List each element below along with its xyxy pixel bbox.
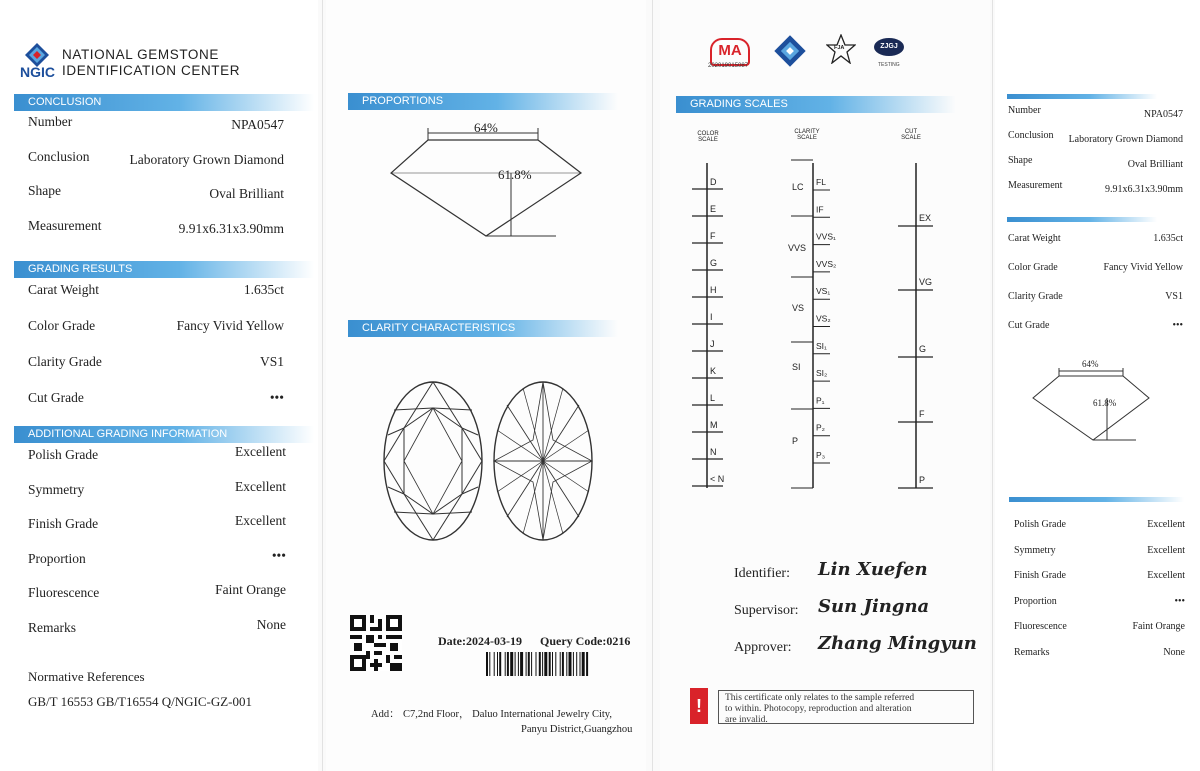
zjgj-mark: ZJGJ (874, 38, 904, 56)
row-value: Excellent (1147, 519, 1185, 530)
signature-name: Lin Xuefen (818, 559, 928, 580)
address-line1: C7,2nd Floor， Daluo International Jewelry City, (403, 709, 612, 720)
row-value: Excellent (235, 444, 286, 459)
color-grade-label: M (710, 420, 718, 430)
row-value: Excellent (1147, 570, 1185, 581)
normative-refs: GB/T 16553 GB/T16554 Q/NGIC-GZ-001 (28, 694, 253, 709)
row-label: Finish Grade (1014, 570, 1066, 581)
clarity-grade-label: VS₁ (816, 286, 831, 297)
oval-crown-plot-icon (382, 380, 484, 542)
row-value: Faint Orange (215, 582, 286, 597)
row-label: Symmetry (1014, 544, 1056, 556)
clarity-grade-label: VS₂ (816, 313, 831, 324)
row-value: Excellent (235, 513, 286, 528)
row-label: Number (1008, 105, 1041, 116)
row-label: Carat Weight (1008, 233, 1061, 244)
ngic-acronym: NGIC (20, 64, 55, 80)
row-label: Fluorescence (28, 585, 100, 600)
row-value: None (256, 616, 286, 632)
cma-number: 202019015087 (708, 63, 749, 69)
grading-scales-heading: GRADING SCALES (676, 96, 956, 113)
row-label: Carat Weight (28, 282, 100, 297)
row-value: Fancy Vivid Yellow (176, 318, 284, 333)
query-code: Query Code:0216 (540, 634, 631, 648)
signature-name: Zhang Mingyun (818, 633, 977, 654)
row-label: Polish Grade (1014, 519, 1066, 530)
signature-name: Sun Jingna (818, 596, 930, 617)
row-label: Shape (1008, 155, 1033, 166)
signature-role: Identifier: (734, 566, 790, 581)
middle-left-panel (326, 0, 646, 771)
clarity-grade-label: VVS₁ (816, 231, 836, 242)
color-grade-label: D (710, 177, 717, 187)
notice-line2: to within. Photocopy, reproduction and alteration (725, 704, 912, 714)
clarity-grade-label: FL (816, 177, 826, 187)
clarity-grade-label: IF (816, 204, 824, 215)
clarity-grade-label: SI₁ (816, 340, 827, 351)
color-grade-label: L (710, 393, 716, 403)
row-label: Conclusion (1008, 130, 1054, 141)
clarity-scale-title: CLARITY SCALE (794, 129, 820, 141)
row-label: Remarks (28, 619, 76, 635)
row-value: Oval Brilliant (1127, 159, 1183, 170)
row-value: NPA0547 (1143, 109, 1183, 120)
row-label: Conclusion (28, 148, 90, 164)
org-name-line1: NATIONAL GEMSTONE (62, 47, 219, 62)
color-grade-label: J (710, 339, 715, 349)
signature-role: Supervisor: (734, 603, 799, 618)
clarity-group-label: VS (792, 303, 805, 313)
summary-divider-3 (1009, 497, 1184, 502)
row-value: ••• (1174, 595, 1185, 607)
color-grade-label: < N (710, 474, 725, 484)
row-value: Faint Orange (1132, 621, 1185, 632)
cut-grade-label: EX (919, 213, 932, 223)
row-label: Cut Grade (28, 390, 84, 405)
summary-divider-2 (1007, 217, 1157, 222)
row-value: Excellent (235, 478, 286, 494)
conclusion-heading: CONCLUSION (14, 94, 314, 111)
depth-percentage: 61.8% (498, 167, 532, 182)
summary-panel (995, 0, 1200, 771)
row-label: Color Grade (28, 318, 96, 333)
notice-line1: This certificate only relates to the sample referred (725, 693, 915, 703)
proportions-heading: PROPORTIONS (348, 93, 618, 110)
row-value: Oval Brilliant (209, 186, 284, 201)
signature-role: Approver: (734, 640, 792, 655)
row-label: Symmetry (28, 481, 85, 497)
grading-results-heading: GRADING RESULTS (14, 261, 314, 278)
qr-code[interactable] (350, 615, 402, 671)
clarity-group-label: LC (792, 182, 804, 192)
testing-label: TESTING (878, 62, 900, 68)
clarity-grade-label: P₃ (816, 450, 826, 460)
row-value: VS1 (259, 354, 284, 369)
org-name-line2: IDENTIFICATION CENTER (62, 63, 241, 78)
row-value: VS1 (1165, 291, 1183, 302)
color-grade-label: K (710, 366, 717, 376)
row-value: NPA0547 (231, 117, 284, 132)
warning-icon: ! (690, 688, 708, 724)
proportion-diagram (386, 118, 586, 243)
summary-divider-1 (1007, 94, 1157, 99)
notice-box (690, 688, 945, 728)
row-label: Measurement (28, 217, 102, 233)
row-value: Excellent (1147, 544, 1185, 556)
summary-proportion-diagram (1031, 362, 1151, 446)
row-label: Number (28, 114, 73, 129)
address-label: Add： (371, 709, 400, 720)
clarity-grade-label: VVS₂ (816, 258, 837, 269)
clarity-characteristics-heading: CLARITY CHARACTERISTICS (348, 320, 618, 337)
row-label: Finish Grade (28, 516, 99, 531)
color-grade-label: E (710, 204, 717, 214)
color-grade-label: I (710, 312, 713, 322)
row-label: Fluorescence (1014, 621, 1067, 632)
row-label: Remarks (1014, 646, 1050, 658)
color-scale-title: COLOR SCALE (697, 131, 719, 143)
cma-mark: MA (710, 38, 750, 66)
color-grade-label: F (710, 231, 716, 241)
table-percentage: 64% (474, 120, 498, 135)
cut-grade-label: VG (919, 277, 933, 287)
normative-title: Normative References (28, 669, 145, 684)
row-label: Measurement (1008, 180, 1063, 191)
cut-grade-label: P (919, 475, 926, 485)
row-value: Laboratory Grown Diamond (129, 151, 284, 167)
row-value: 1.635ct (243, 282, 284, 297)
left-panel (0, 0, 318, 771)
row-value: ••• (1172, 320, 1183, 331)
row-value: 9.91x6.31x3.90mm (1104, 184, 1183, 195)
address-line2: Panyu District,Guangzhou (521, 724, 633, 735)
row-value: ••• (269, 390, 284, 405)
grading-scales-chart (660, 0, 990, 500)
row-label: Shape (28, 183, 61, 198)
cut-scale-title: CUT SCALE (901, 129, 921, 141)
row-label: Proportion (1014, 595, 1057, 607)
row-value: 1.635ct (1153, 233, 1183, 244)
clarity-group-label: P (792, 436, 799, 446)
color-grade-label: N (710, 447, 717, 457)
summary-table-pct: 64% (1082, 359, 1099, 369)
barcode (486, 652, 634, 676)
issue-date: Date:2024-03-19 (438, 634, 522, 648)
summary-depth-pct: 61.8% (1093, 398, 1117, 408)
row-label: Color Grade (1008, 262, 1058, 273)
row-value: Fancy Vivid Yellow (1103, 262, 1183, 273)
color-grade-label: G (710, 258, 718, 268)
row-value: None (1163, 646, 1185, 658)
additional-info-heading: ADDITIONAL GRADING INFORMATION (14, 426, 314, 443)
row-label: Cut Grade (1008, 320, 1050, 331)
row-label: Proportion (28, 550, 86, 566)
color-grade-label: H (710, 285, 717, 295)
cut-grade-label: G (919, 344, 927, 354)
row-label: Clarity Grade (28, 354, 102, 369)
clarity-group-label: SI (792, 362, 801, 372)
row-value: Laboratory Grown Diamond (1068, 134, 1183, 145)
row-label: Polish Grade (28, 447, 99, 462)
clarity-grade-label: SI₂ (816, 368, 828, 379)
row-value: ••• (271, 547, 286, 563)
clarity-group-label: VVS (788, 243, 807, 253)
row-value: 9.91x6.31x3.90mm (178, 220, 284, 236)
notice-line3: are invalid. (725, 715, 768, 725)
fja-label: FJA (834, 45, 845, 51)
row-label: Clarity Grade (1008, 291, 1063, 302)
oval-pavilion-plot-icon (492, 380, 594, 542)
clarity-grade-label: P₁ (816, 395, 825, 406)
clarity-grade-label: P₂ (816, 422, 825, 433)
cut-grade-label: F (919, 409, 925, 419)
middle-right-panel (660, 0, 990, 771)
